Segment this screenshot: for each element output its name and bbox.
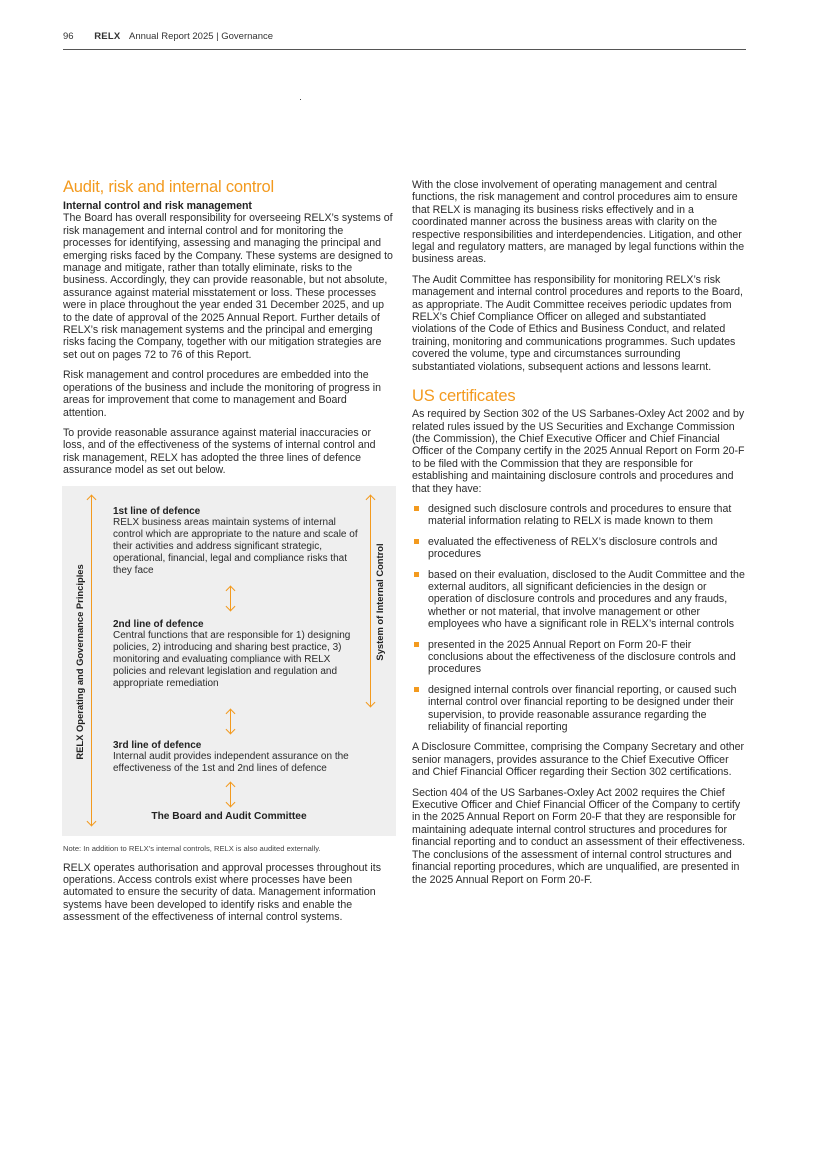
bullet-square-icon — [414, 506, 419, 511]
list-item-text: evaluated the effectiveness of RELX’s disclosure controls and procedures — [428, 535, 718, 561]
arrow-up-icon — [87, 494, 97, 504]
left-arrow-line — [91, 496, 92, 826]
bullet-square-icon — [414, 539, 419, 544]
list-item — [412, 503, 746, 528]
right-column — [412, 179, 746, 894]
first-line-title: 1st line of defence — [113, 505, 201, 517]
paragraph: With the close involvement of operating management and central functions, the risk management and control procedures aim to ensure that RELX is managing its business risks effectively and in a coordinated manner across the business areas with clarity on the respective responsibilities and interdependencies. Litigation, and other legal and regulatory matters, are managed by legal functions within the business areas. — [412, 179, 745, 266]
subheading-internal-control: Internal control and risk management — [63, 200, 252, 212]
page-header — [63, 31, 746, 50]
arrow-down-icon — [226, 797, 236, 807]
paragraph: The Board has overall responsibility for overseeing RELX’s systems of risk management and internal control and for monitoring the processes for identifying, assessing and managing the principal and emerging risks faced by the Company. These systems are designed to manage and mitigate, rather than totally eliminate, risks to the business. Accordingly, they can provide reasonable, but not absolute, assurance against material misstatement or loss. These processes were in place throughout the year ended 31 December 2025, and up to the date of approval of the 2025 Annual Report. Further details of RELX’s risk management systems and the principal and emerging risks facing the Company, together with our mitigation strategies are set out on pages 72 to 76 of this Report. — [63, 212, 393, 361]
governance-principles-label: RELX Operating and Governance Principles — [74, 563, 86, 760]
paragraph: As required by Section 302 of the US Sarbanes-Oxley Act 2002 and by related rules issued by the US Securities and Exchange Commission (the Commission), the Chief Executive Officer and Chief Financial Officer of the Company certify in the 2025 Annual Report on Form 20-F to be filed with the Commission that they are responsible for establishing and maintaining disclosure controls and procedures and that they have: — [412, 408, 745, 495]
third-line-text: Internal audit provides independent assurance on the effectiveness of the 1st and 2nd lines of defence — [113, 751, 349, 775]
page-number: 96 — [63, 31, 74, 42]
paragraph: RELX operates authorisation and approval processes throughout its operations. Access controls exist where processes have been automated to ensure the security of data. Management information systems have been developed to identify risks and enable the assessment of the effectiveness of internal control systems. — [63, 861, 382, 924]
section-title-audit: Audit, risk and internal control — [63, 178, 274, 196]
lines-of-defence-diagram — [62, 486, 396, 836]
list-item — [412, 639, 746, 676]
list-item-text: presented in the 2025 Annual Report on Form 20-F their conclusions about the effectiveness of the disclosure controls and procedures — [428, 638, 736, 676]
paragraph: To provide reasonable assurance against material inaccuracies or loss, and of the effectiveness of the systems of internal control and risk management, RELX has adopted the three lines of defence assurance model as set out below. — [63, 426, 376, 477]
arrow-down-icon — [226, 724, 236, 734]
paragraph: Risk management and control procedures are embedded into the operations of the business and include the monitoring of progress in areas for improvement that come to management and Board attention. — [63, 369, 382, 419]
section-title-us-certificates: US certificates — [412, 387, 516, 406]
third-line-block — [113, 740, 358, 776]
right-arrow-line — [370, 496, 371, 707]
paragraph: Section 404 of the US Sarbanes-Oxley Act 2002 requires the Chief Executive Officer and Chief Financial Officer of the Company to certify in the 2025 Annual Report on Form 20-F that they are responsible for maintaining adequate internal control structures and procedures for financial reporting and to conduct an assessment of their effectiveness. The conclusions of the assessment of internal control structures and financial reporting procedures, which are unqualified, are presented in the 2025 Annual Report on Form 20-F. — [412, 786, 746, 886]
brand-name: RELX — [94, 31, 121, 42]
list-item — [412, 684, 746, 734]
report-title: Annual Report 2025 | Governance — [129, 31, 274, 42]
internal-control-label: System of Internal Control — [374, 542, 386, 661]
paragraph: A Disclosure Committee, comprising the Company Secretary and other senior managers, provides assurance to the Chief Executive Officer and Chief Financial Officer regarding their Section 302 certifications. — [412, 741, 745, 779]
list-item — [412, 536, 746, 561]
second-line-title: 2nd line of defence — [113, 618, 204, 630]
board-audit-committee-label: The Board and Audit Committee — [151, 810, 307, 822]
list-item-text: based on their evaluation, disclosed to the Audit Committee and the external auditors, all significant deficiencies in the design or operation of disclosure controls and procedures and any frauds, whether or not material, that involve management or other employees who have a significant role in RELX’s internal controls — [428, 568, 745, 631]
stray-mark — [300, 99, 301, 100]
bullet-square-icon — [414, 572, 419, 577]
bullet-square-icon — [414, 687, 419, 692]
arrow-up-icon — [226, 708, 236, 718]
first-line-block — [113, 506, 358, 577]
left-column — [63, 178, 393, 932]
paragraph: The Audit Committee has responsibility for monitoring RELX’s risk management and internal control procedures and reports to the Board, as appropriate. The Audit Committee receives periodic updates from RELX’s Chief Compliance Officer on alleged and substantiated violations of the Code of Ethics and Business Conduct, and related training, monitoring and communications programmes. Such updates covered the volume, type and circumstances surrounding substantiated violations, subsequent actions and lessons learnt. — [412, 273, 743, 373]
third-line-title: 3rd line of defence — [113, 739, 202, 751]
arrow-up-icon — [226, 781, 236, 791]
list-item — [412, 569, 746, 631]
certification-list — [412, 503, 746, 734]
list-item-text: designed such disclosure controls and procedures to ensure that material information relating to RELX is made known to them — [428, 502, 732, 528]
arrow-down-icon — [226, 601, 236, 611]
list-item-text: designed internal controls over financial reporting, or caused such internal control over financial reporting to be designed under their supervision, to provide reasonable assurance regarding the reliability of financial reporting — [428, 683, 737, 734]
first-line-text: RELX business areas maintain systems of internal control which are appropriate to the nature and scale of their activities and address significant strategic, operational, financial, legal and compliance risks that they face — [113, 517, 358, 577]
second-line-block — [113, 619, 358, 690]
arrow-up-icon — [226, 585, 236, 595]
bullet-square-icon — [414, 642, 419, 647]
diagram-note: Note: In addition to RELX’s internal controls, RELX is also audited externally. — [63, 843, 321, 853]
second-line-text: Central functions that are responsible for 1) designing policies, 2) introducing and sharing best practice, 3) monitoring and evaluating compliance with RELX policies and relevant legislation and regulation and appropriate remediation — [113, 630, 351, 690]
